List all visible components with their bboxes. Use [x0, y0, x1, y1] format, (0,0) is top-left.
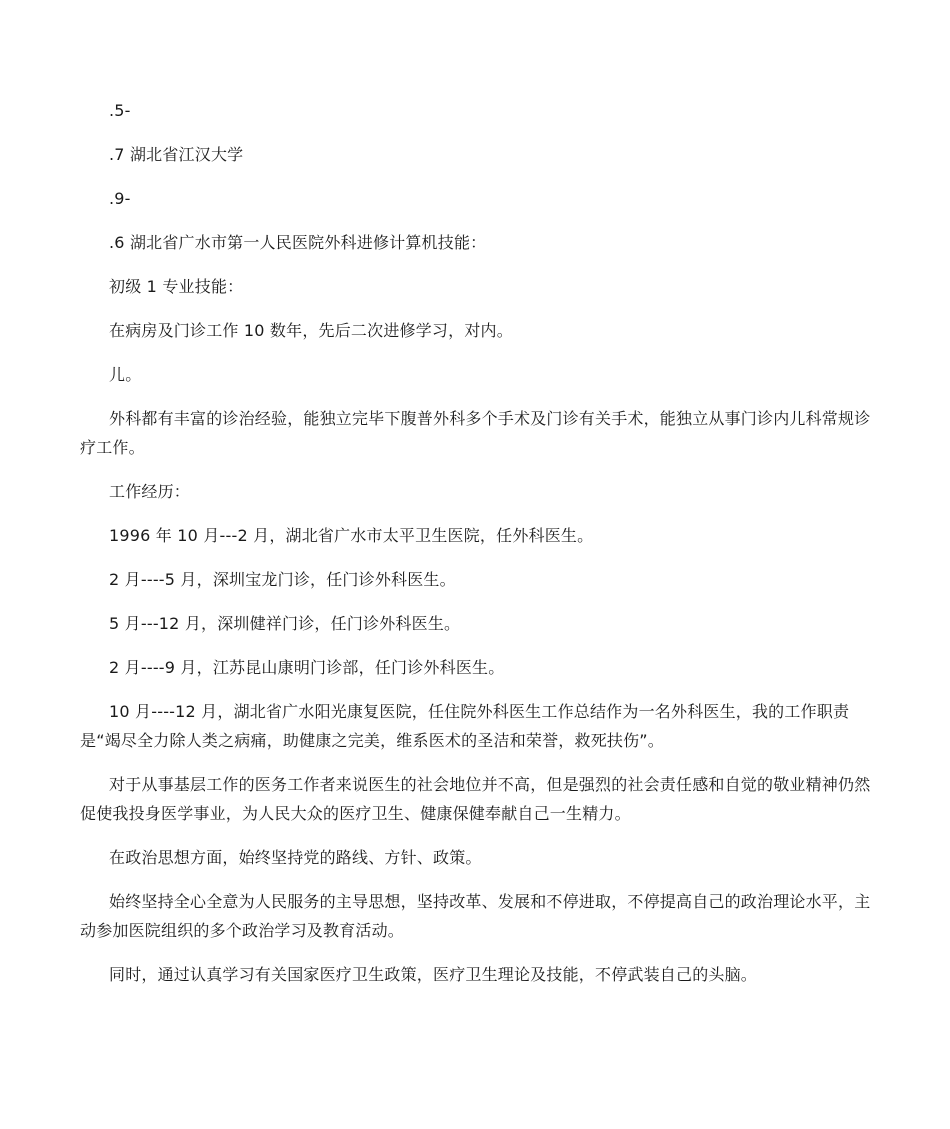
paragraph-16: 在政治思想方面，始终坚持党的路线、方针、政策。	[109, 848, 482, 867]
paragraph-3: .9-	[109, 189, 131, 208]
paragraph-10: 1996 年 10 月---2 月，湖北省广水市太平卫生医院，任外科医生。	[109, 526, 594, 545]
paragraph-4: .6 湖北省广水市第一人民医院外科进修计算机技能：	[109, 233, 487, 252]
paragraph-13: 2 月----9 月，江苏昆山康明门诊部，任门诊外科医生。	[109, 658, 505, 677]
paragraph-2: .7 湖北省江汉大学	[109, 145, 244, 164]
paragraph-14: 10 月----12 月，湖北省广水阳光康复医院，任住院外科医生工作总结作为一名外科医生，我的工作职责是“竭尽全力除人类之病痛，助健康之完美，维系医术的圣洁和荣誉，救死扶伤”。	[80, 702, 850, 750]
document-body	[80, 96, 880, 1004]
paragraph-8: 外科都有丰富的诊治经验，能独立完毕下腹普外科多个手术及门诊有关手术，能独立从事门诊内儿科常规诊疗工作。	[80, 409, 871, 457]
paragraph-1: .5-	[109, 101, 131, 120]
paragraph-11: 2 月----5 月，深圳宝龙门诊，任门诊外科医生。	[109, 570, 456, 589]
paragraph-5: 初级 1 专业技能：	[109, 277, 244, 296]
paragraph-6: 在病房及门诊工作 10 数年，先后二次进修学习，对内。	[109, 321, 513, 340]
paragraph-15: 对于从事基层工作的医务工作者来说医生的社会地位并不高，但是强烈的社会责任感和自觉的敬业精神仍然促使我投身医学事业，为人民大众的医疗卫生、健康保健奉献自己一生精力。	[80, 775, 871, 823]
paragraph-12: 5 月---12 月，深圳健祥门诊，任门诊外科医生。	[109, 614, 461, 633]
paragraph-7: 儿。	[109, 365, 142, 384]
paragraph-18: 同时，通过认真学习有关国家医疗卫生政策，医疗卫生理论及技能，不停武装自己的头脑。	[109, 965, 758, 984]
paragraph-17: 始终坚持全心全意为人民服务的主导思想，坚持改革、发展和不停进取，不停提高自己的政治理论水平，主动参加医院组织的多个政治学习及教育活动。	[80, 892, 871, 940]
paragraph-9: 工作经历：	[109, 482, 191, 501]
